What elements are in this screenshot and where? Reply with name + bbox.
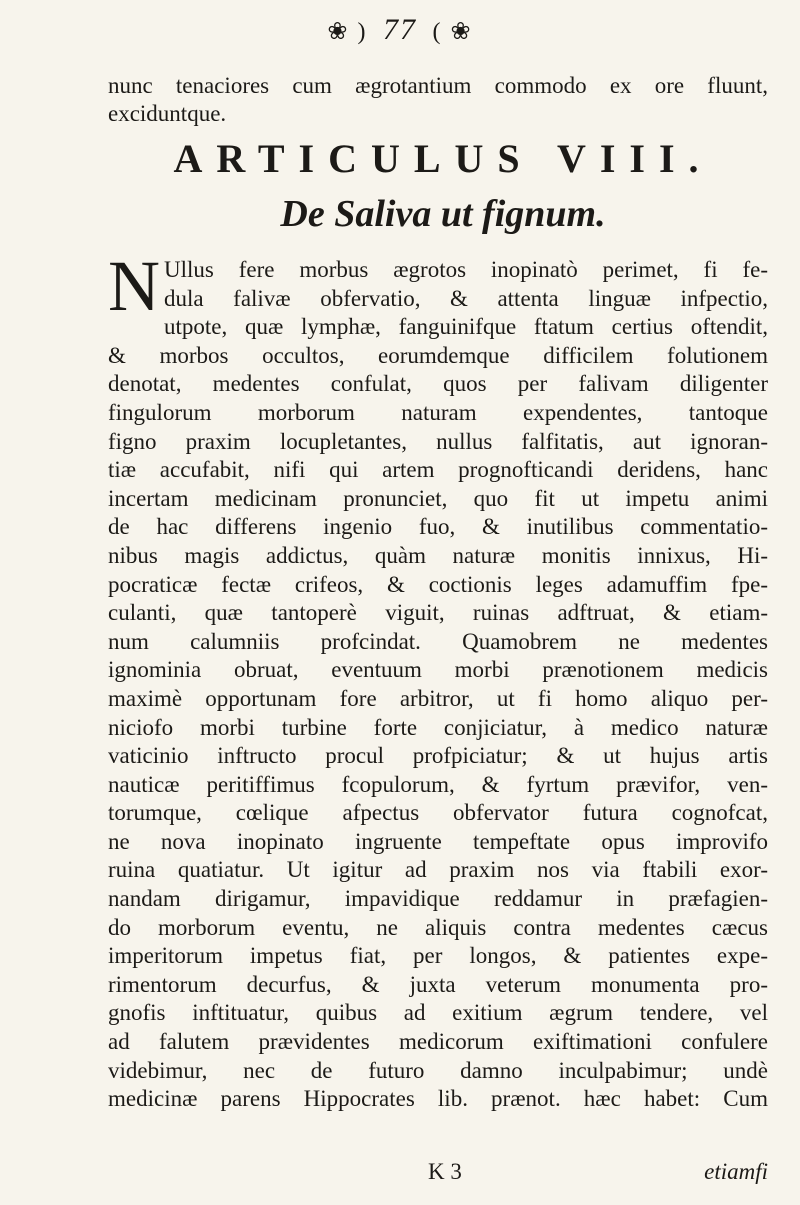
page-number: 77	[383, 13, 417, 46]
text-line: rimentorum decurfus, & juxta veterum monumenta pro-	[108, 971, 768, 997]
text-line: ignominia obruat, eventuum morbi prænotionem medicis	[108, 657, 768, 683]
text-line: do morborum eventu, ne aliquis contra medentes cæcus	[108, 914, 768, 940]
text-line: nunc tenaciores cum ægrotantium commodo ex ore fluunt,	[108, 73, 768, 98]
drop-cap: N	[108, 246, 160, 326]
text-line: nandam dirigamur, impavidique reddamur in præfagien-	[108, 886, 768, 912]
text-line: pocraticæ fectæ crifeos, & coctionis leges adamuffim fpe-	[108, 571, 768, 597]
text-line: culanti, quæ tantoperè viguit, ruinas adftruat, & etiam-	[108, 600, 768, 626]
ornament-left: ❀ )	[327, 19, 368, 46]
text-line: exciduntque.	[108, 101, 227, 126]
text-line: incertam medicinam pronunciet, quo fit ut impetu animi	[108, 485, 768, 511]
text-line: num calumniis profcindat. Quamobrem ne medentes	[108, 628, 768, 654]
text-line: ruina quatiatur. Ut igitur ad praxim nos via ftabili exor-	[108, 857, 768, 883]
signature-mark: K 3	[428, 1159, 462, 1184]
text-line: medicinæ parens Hippocrates lib. prænot. hæc habet: Cum	[108, 1086, 768, 1112]
text-line: torumque, cœlique afpectus obfervator futura cognofcat,	[108, 800, 768, 826]
text-line: gnofis inftituatur, quibus ad exitium ægrum tendere, vel	[108, 1000, 768, 1026]
text-line: ne nova inopinato ingruente tempeftate opus improvifo	[108, 828, 768, 854]
text-line: nibus magis addictus, quàm naturæ monitis innixus, Hi-	[108, 542, 768, 568]
article-heading: ARTICULUS VIII.	[173, 136, 713, 181]
text-line: videbimur, nec de futuro damno inculpabimur; undè	[108, 1057, 768, 1083]
text-line: denotat, medentes confulat, quos per falivam diligenter	[108, 371, 768, 397]
body-lines	[108, 313, 768, 1114]
text-line: maximè opportunam fore arbitror, ut fi homo aliquo per-	[108, 685, 768, 711]
article-subtitle: De Saliva ut fignum.	[280, 193, 606, 235]
text-line: vaticinio inftructo procul profpiciatur; & ut hujus artis	[108, 743, 768, 769]
text-line: Ullus fere morbus ægrotos inopinatò perimet, fi fe-	[164, 257, 768, 282]
text-line: niciofo morbi turbine forte conjiciatur, à medico naturæ	[108, 714, 768, 740]
text-line: de hac differens ingenio fuo, & inutilibus commentatio-	[108, 514, 768, 540]
text-line: figno praxim locupletantes, nullus falfitatis, aut ignoran-	[108, 428, 768, 454]
text-line: utpote, quæ lymphæ, fanguinifque ftatum certius oftendit,	[164, 314, 768, 340]
ornament-right: ( ❀	[432, 19, 473, 46]
text-line: ad falutem prævidentes medicorum exiftimationi confulere	[108, 1029, 768, 1055]
article-body	[108, 246, 768, 1114]
text-line: nauticæ peritiffimus fcopulorum, & fyrtum prævifor, ven-	[108, 771, 768, 797]
text-line: tiæ accufabit, nifi qui artem prognofticandi deridens, hanc	[108, 457, 768, 483]
running-head	[0, 10, 800, 52]
continuation-text	[108, 72, 768, 128]
catchword: etiamfi	[704, 1159, 768, 1184]
text-line: imperitorum impetus fiat, per longos, & patientes expe-	[108, 943, 768, 969]
text-line: & morbos occultos, eorumdemque difficilem folutionem	[108, 342, 768, 368]
text-line: fingulorum morborum naturam expendentes, tantoque	[108, 399, 768, 425]
text-line: dula falivæ obfervatio, & attenta linguæ infpectio,	[164, 285, 768, 311]
